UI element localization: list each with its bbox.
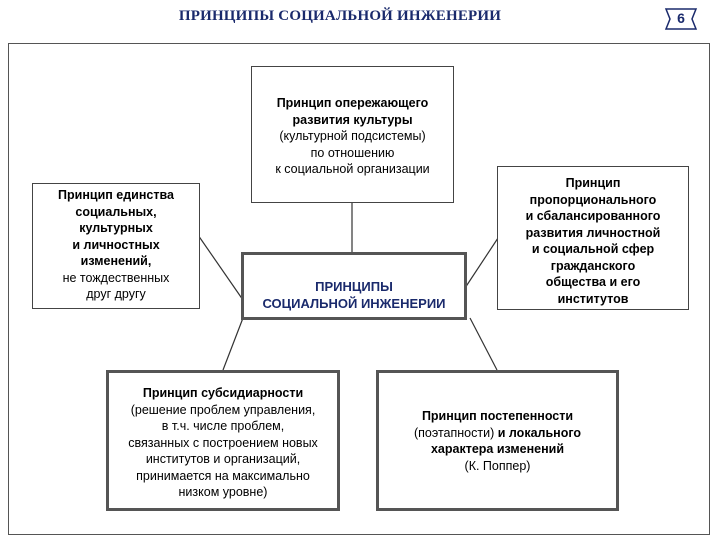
principle-left-line-1: Принцип единства [58,188,174,202]
principle-top-line-1: Принцип опережающего [276,96,429,110]
principle-right-line-4: развития личностной [525,225,661,240]
principle-subsidiarity-box [106,370,340,511]
subsidiarity-line-6: принимается на максимально [136,468,310,483]
connector-bottom-right [470,318,497,370]
connector-bottom-left [223,318,243,370]
principle-right-line-6: гражданского [550,258,636,273]
gradualism-paren: (поэтапности) [413,425,495,440]
principle-right-line-7: общества и его [545,275,641,289]
central-title-line-1: ПРИНЦИПЫ [315,279,393,294]
subsidiarity-line-4: связанных с построением новых [128,435,318,450]
subsidiarity-line-7: низком уровне) [178,485,268,499]
connector-left [198,235,243,300]
principle-right-box [497,166,689,310]
principle-gradualism-box [376,370,619,511]
page-title: ПРИНЦИПЫ СОЦИАЛЬНОЙ ИНЖЕНЕРИИ [178,8,502,24]
gradualism-line-1 [379,425,616,442]
gradualism-local: и локального [497,425,582,440]
central-title-line-2: СОЦИАЛЬНОЙ ИНЖЕНЕРИИ [262,296,446,311]
principle-left-line-5: изменений, [80,254,152,268]
principle-left-line-7: друг другу [86,287,146,301]
principle-right-line-3: и сбалансированного [525,209,661,223]
principle-left-line-3: культурных [79,221,153,235]
page-number: 6 [677,10,685,26]
principle-top-line-2: развития культуры [292,112,413,127]
connector-right [465,235,500,288]
subsidiarity-line-3: в т.ч. числе проблем, [161,419,285,433]
principle-top-box [251,66,454,203]
principle-right-line-1: Принцип [565,176,621,190]
principle-right-line-8: институтов [557,291,629,306]
gradualism-title: Принцип постепенности [421,409,574,423]
principle-top-line-4: по отношению [310,145,395,160]
principle-right-line-5: и социальной сфер [531,242,655,256]
principle-left-box [32,183,200,309]
subsidiarity-line-2: (решение проблем управления, [130,402,316,417]
subsidiarity-line-1: Принцип субсидиарности [142,386,304,400]
subsidiarity-line-5: институтов и организаций, [145,452,301,466]
gradualism-line-2: характера изменений [430,442,565,456]
principle-right-line-2: пропорционального [529,192,657,207]
central-principles-box [241,252,467,320]
principle-left-line-4: и личностных [72,237,160,252]
principle-left-line-6: не тождественных [62,270,170,285]
principle-left-line-2: социальных, [75,204,157,219]
principle-top-line-3: (культурной подсистемы) [279,129,426,143]
principle-top-line-5: к социальной организации [275,162,430,176]
gradualism-line-3: (К. Поппер) [464,458,531,473]
